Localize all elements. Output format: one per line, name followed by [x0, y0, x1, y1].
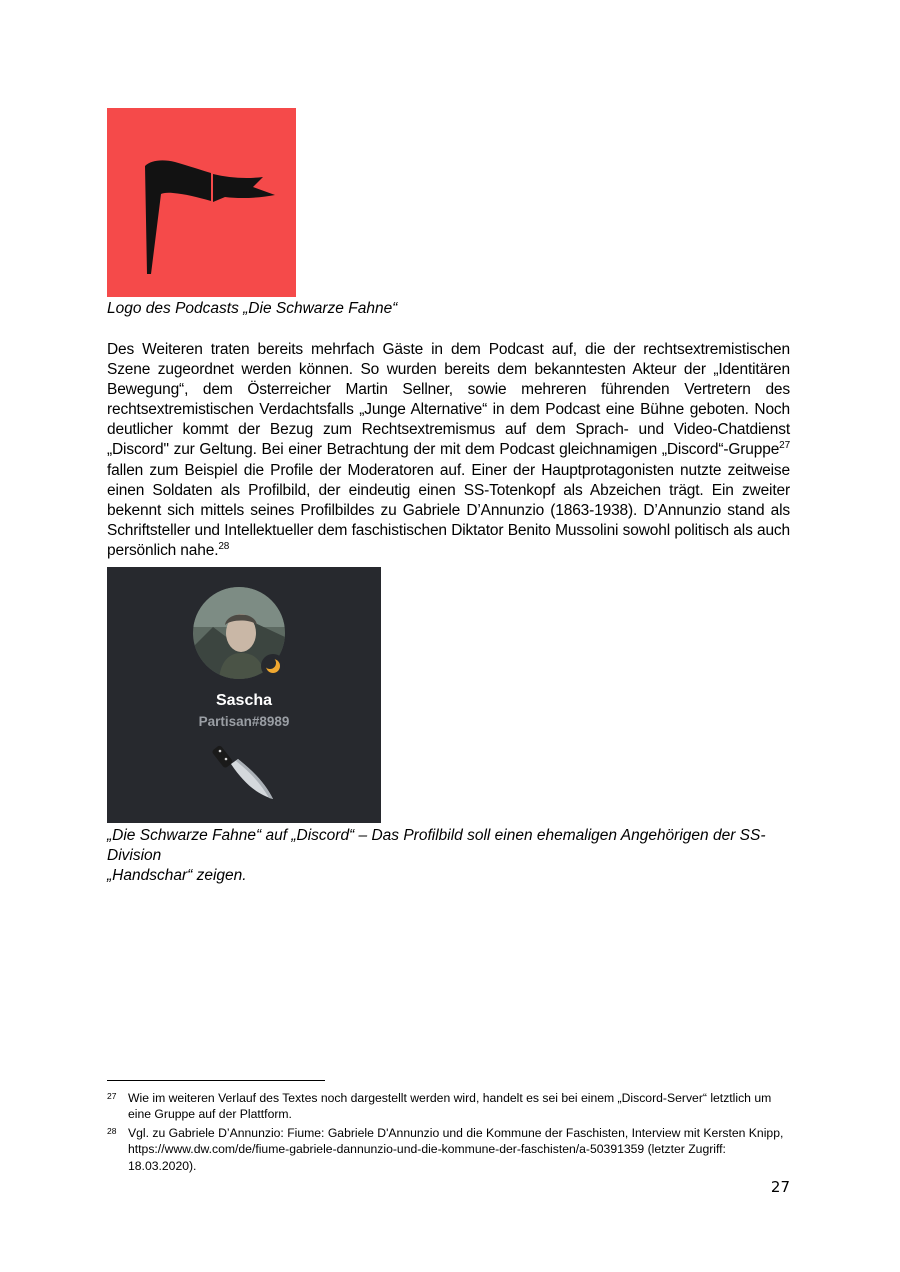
user-tag: Partisan#8989: [198, 714, 290, 729]
footnote-27: [107, 1090, 790, 1123]
footnote-separator: [107, 1080, 325, 1081]
footnote-28: [107, 1125, 790, 1174]
page-number: 27: [770, 1178, 790, 1196]
figure1-caption: Logo des Podcasts „Die Schwarze Fahne“: [107, 300, 398, 317]
podcast-logo: [107, 108, 296, 297]
discord-profile-card: [107, 567, 381, 823]
footnote-ref-28[interactable]: 28: [218, 540, 230, 552]
footnote-number: 28: [107, 1126, 117, 1136]
footnote-number: 27: [107, 1091, 117, 1101]
footnote-ref-27[interactable]: 27: [779, 440, 790, 452]
username: Sascha: [215, 692, 273, 709]
figure2-caption-line1: „Die Schwarze Fahne“ auf „Discord“ – Das Profilbild soll einen ehemaligen Angehörigen der SS-Division: [107, 827, 766, 864]
moon-status-icon: [261, 654, 285, 678]
knife-icon: [211, 743, 281, 803]
body-paragraph: [107, 340, 790, 561]
paragraph-part2: fallen zum Beispiel die Profile der Moderatoren auf. Einer der Hauptprotagonisten nutzte zeitweise einen Soldaten als Profilbild, der eindeutig einen SS-Totenkopf als Abzeichen trägt. Ein zweiter bekennt sich mittels seines Profilbildes zu Gabriele D’Annunzio (1863-1938). D’Annunzio stand als Schriftsteller und Intellektueller dem faschistischen Diktator Benito Mussolini sowohl politisch als auch persönlich nahe.: [107, 461, 790, 559]
paragraph-part1: Des Weiteren traten bereits mehrfach Gäste in dem Podcast auf, die der rechtsextremistischen Szene zugeordnet werden können. So wurden bereits dem bekanntesten Akteur der „Identitären Bewegung“, dem Österreicher Martin Sellner, sowie mehreren führenden Vertretern des rechtsextremistischen Verdachtsfalls „Junge Alternative“ in dem Podcast eine Bühne geboten. Noch deutlicher kommt der Bezug zum Rechtsextremismus auf dem Sprach- und Video-Chatdienst „Discord" zur Geltung. Bei einer Betrachtung der mit dem Podcast gleichnamigen „Discord“-Gruppe: [107, 341, 790, 459]
black-flag-icon: [107, 108, 296, 297]
footnote-text: Wie im weiteren Verlauf des Textes noch dargestellt werden wird, handelt es sei bei einem „Discord-Server“ letztlich um eine Gruppe auf der Plattform.: [128, 1091, 772, 1122]
figure2-caption: [107, 826, 790, 886]
footnote-text: Vgl. zu Gabriele D’Annunzio: Fiume: Gabriele D'Annunzio und die Kommune der Faschisten, Interview mit Kersten Knipp, https://www.dw.com/de/fiume-gabriele-dannunzio-und-die-kommune-der-faschisten/a-50391359 (letzter Zugriff: 18.03.2020).: [128, 1126, 784, 1173]
figure2-caption-line2: „Handschar“ zeigen.: [107, 867, 247, 884]
